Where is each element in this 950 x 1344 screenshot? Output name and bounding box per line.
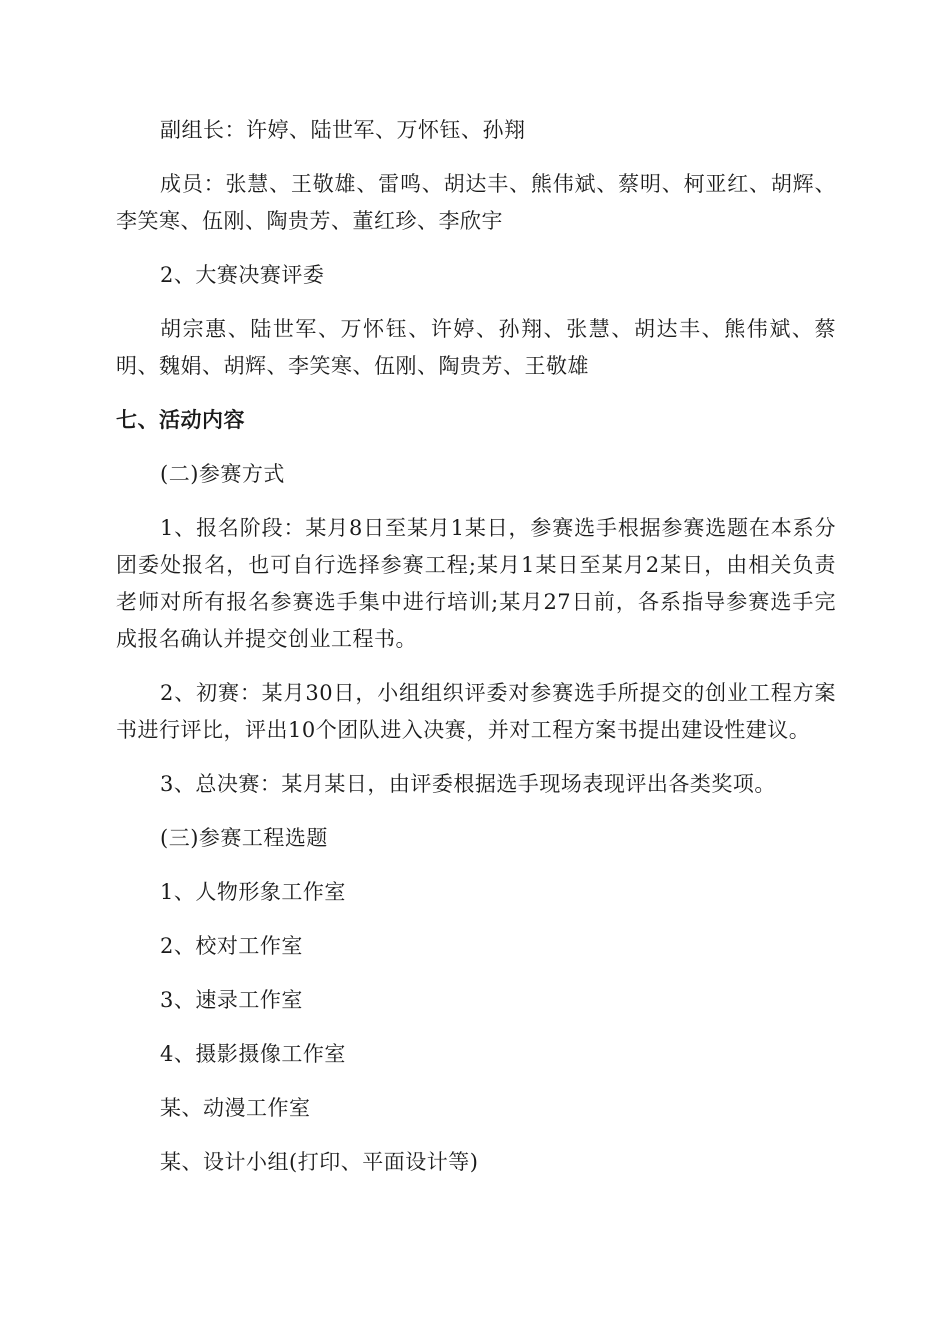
paragraph-members: 成员：张慧、王敬雄、雷鸣、胡达丰、熊伟斌、蔡明、柯亚红、胡辉、李笑寒、伍刚、陶贵芳、董红珍、李欣宇 (116, 172, 836, 233)
paragraph-preliminary: 2、初赛：某月30日，小组组织评委对参赛选手所提交的创业工程方案书进行评比，评出10个团队进入决赛，并对工程方案书提出建设性建议。 (116, 681, 836, 742)
paragraph-final-judges-list: 胡宗惠、陆世军、万怀钰、许婷、孙翔、张慧、胡达丰、熊伟斌、蔡明、魏娟、胡辉、李笑寒、伍刚、陶贵芳、王敬雄 (116, 317, 836, 378)
list-item-design-group: 某、设计小组(打印、平面设计等) (160, 1150, 479, 1174)
section-heading-activity-content: 七、活动内容 (116, 408, 245, 432)
list-item-stenography-studio: 3、速录工作室 (160, 988, 303, 1012)
paragraph-vice-leaders: 副组长：许婷、陆世军、万怀钰、孙翔 (160, 118, 526, 142)
paragraph-registration-stage: 1、报名阶段：某月8日至某月1某日，参赛选手根据参赛选题在本系分团委处报名，也可自行选择参赛工程;某月1某日至某月2某日，由相关负责老师对所有报名参赛选手集中进行培训;某月27日前，各系指导参赛选手完成报名确认并提交创业工程书。 (116, 516, 836, 651)
paragraph-final-judges-title: 2、大赛决赛评委 (160, 263, 325, 287)
document-page (116, 112, 836, 1198)
list-item-animation-studio: 某、动漫工作室 (160, 1096, 311, 1120)
paragraph-final: 3、总决赛：某月某日，由评委根据选手现场表现评出各类奖项。 (160, 772, 776, 796)
list-item-image-studio: 1、人物形象工作室 (160, 880, 346, 904)
paragraph-project-topics: (三)参赛工程选题 (160, 826, 328, 850)
paragraph-participation-method: (二)参赛方式 (160, 462, 285, 486)
list-item-proofreading-studio: 2、校对工作室 (160, 934, 303, 958)
list-item-photography-studio: 4、摄影摄像工作室 (160, 1042, 346, 1066)
